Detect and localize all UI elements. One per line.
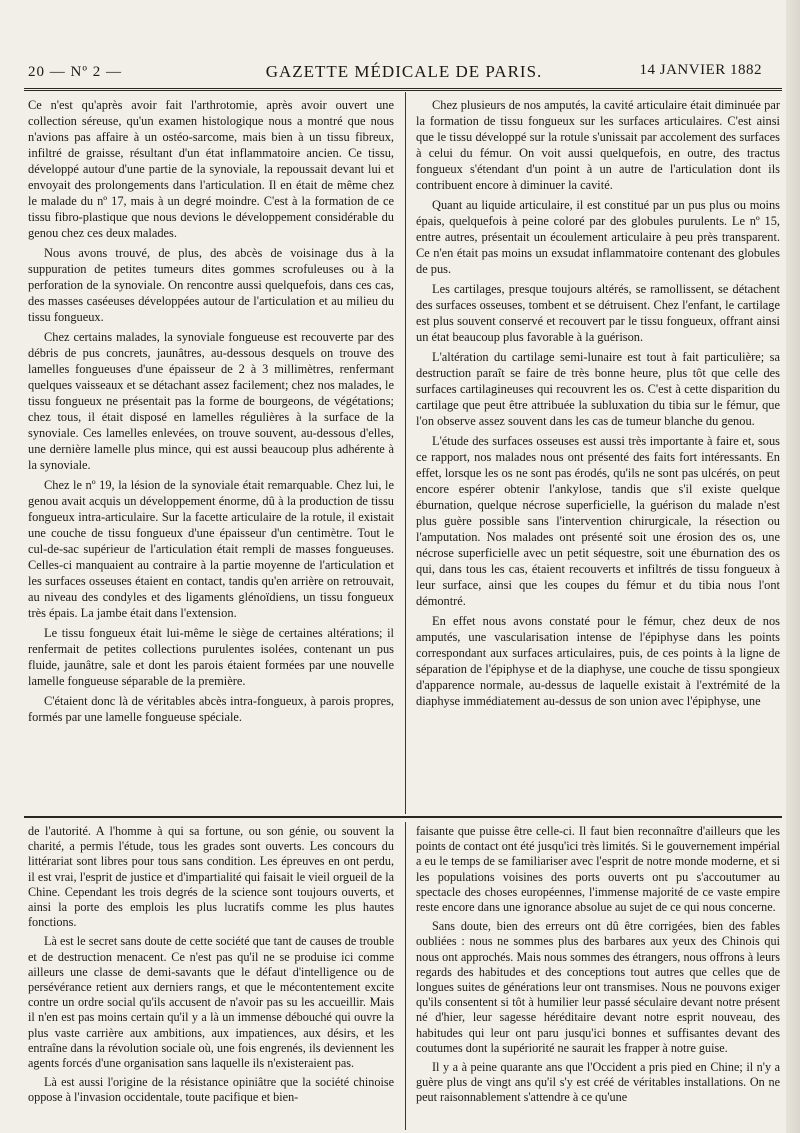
paragraph: Là est le secret sans doute de cette société que tant de causes de trouble et de destruction menacent. Ce n'est pas qu'il ne se produise ici comme ailleurs une classe de demi-savants que le défaut d'intelligence ou de persévérance retient aux derniers rangs, et que le mécontentement excite contre un ordre social qu'ils accusent de n'avoir pas su les accueillir. Mais il n'en est pas moins certain qu'il y a là un immense débouché qui ouvre la plus vaste carrière aux ambitions, aux impatiences, aux désirs, et les entraîne dans la révolution sociale où, une fois engrenés, ils deviennent les agents forcés d'une organisation sans laquelle ils n'existeraient pas. — [28, 934, 394, 1071]
column-divider — [405, 92, 406, 814]
paragraph: Il y a à peine quarante ans que l'Occident a pris pied en Chine; il n'y a guère plus de vingt ans qu'il s'y est créé de véritables installations. On ne peut raisonnablement s'attendre à ce qu'une — [416, 1060, 780, 1105]
paragraph: C'étaient donc là de véritables abcès intra-fongueux, à parois propres, formés par une lamelle fongueuse spéciale. — [28, 694, 394, 724]
paragraph: En effet nous avons constaté pour le fémur, chez deux de nos amputés, une vascularisation intense de l'épiphyse dans les points correspondant aux surfaces articulaires, puis, de ces points à la ligne de séparation de l'épiphyse et de la diaphyse, une couche de tissu spongieux d'apparence normale, au-dessus de laquelle existait à l'extrémité de la diaphyse immédiatement au-dessus de son union avec l'épiphyse, une — [416, 614, 780, 708]
paragraph: Là est aussi l'origine de la résistance opiniâtre que la société chinoise oppose à l'invasion occidentale, toute pacifique et bien- — [28, 1075, 394, 1105]
article-column-right — [416, 97, 780, 713]
paragraph: faisante que puisse être celle-ci. Il faut bien reconnaître d'ailleurs que les points de contact ont été jusqu'ici très limités. Si le gouvernement impérial a eu le temps de se familiariser avec l'esprit de notre monde moderne, et si les populations voisines des ports ouverts ont pu s'accoutumer au spectacle des choses européennes, l'immense majorité de ce vaste empire reste encore dans une ignorance absolue au sujet de ce qui nous concerne. — [416, 824, 780, 915]
paragraph: Les cartilages, presque toujours altérés, se ramollissent, se détachent des surfaces osseuses, tombent et se détruisent. Chez l'enfant, le cartilage est plus souvent conservé et recouvert par le tissu fongueux, offrant ainsi un état beaucoup plus favorable à la guérison. — [416, 282, 780, 344]
page-edge — [786, 0, 800, 1133]
paragraph: Chez le nº 19, la lésion de la synoviale était remarquable. Chez lui, le genou avait acquis un développement énorme, dû à la production de tissu fongueux intra-articulaire. Sur la facette articulaire de la rotule, il existait une couche de tissu fongueux d'une épaisseur d'un centimètre. Tout le cul-de-sac supérieur de l'articulation était rempli de masses fongueuses. Celles-ci manquaient au contraire à la partie moyenne de l'articulation et les surfaces osseuses étaient en contact, tandis qu'en arrière on retrouvait, au niveau des condyles et des ligaments glénoïdiens, un tissu fongueux très épais. La jambe était dans l'extension. — [28, 478, 394, 620]
feuilleton-column-left — [28, 824, 394, 1110]
page-number: 20 — Nº 2 — — [28, 64, 122, 80]
issue-date: 14 JANVIER 1882 — [639, 62, 762, 78]
paragraph: Ce n'est qu'après avoir fait l'arthrotomie, après avoir ouvert une collection séreuse, qu'un examen histologique nous a montré que nous n'avions pas affaire à un ostéo-sarcome, mais bien à un tissu fibreux, infiltré de graisse, résultant d'un état inflammatoire ancien. Ce tissu, développé autour d'une partie de la synoviale, la repoussait devant lui et envoyait des prolongements dans l'articulation. Il en était de même chez le malade du nº 17, mais à un degré moindre. C'est à la formation de ce tissu fibro-plastique que nous devions le développement considérable du genou chez ces deux malades. — [28, 98, 394, 240]
paragraph: L'altération du cartilage semi-lunaire est tout à fait particulière; sa destruction paraît se faire de très bonne heure, plus tôt que celle des surfaces cartilagineuses qui recouvrent les os. C'est à cette disparition du cartilage que peut être attribuée la subluxation du tibia sur le fémur, que l'on observe assez souvent dans les cas de tumeur blanche du genou. — [416, 350, 780, 428]
paragraph: Sans doute, bien des erreurs ont dû être corrigées, bien des fables oubliées : nous ne sommes plus des barbares aux yeux des Chinois qui nous ont approchés. Mais nous sommes des étrangers, nous offrons à leurs regards des habitudes et des conceptions tout autres que celles que de longues suites de générations leur ont transmises. Nous ne pouvons exiger qu'ils consentent si tôt à humilier leur passé séculaire devant notre présent né d'hier, leur sagesse héréditaire devant notre esprit nouveau, des habitudes qui leur ont paru jusqu'ici bonnes et suffisantes devant des coutumes dont la supériorité ne saurait les frapper à notre guise. — [416, 919, 780, 1055]
paragraph: de l'autorité. A l'homme à qui sa fortune, ou son génie, ou souvent la charité, a permis l'étude, tous les grades sont ouverts. Les concours du littérariat sont libres pour tous sans condition. Les épreuves en ont perdu, il est vrai, l'esprit de justice et d'impartialité qui faisait le vieil orgueil de la Chine. Cependant les trois degrés de la science sont toujours ouverts, et ainsi la porte des emplois les plus lucratifs comme les plus hautes fonctions. — [28, 824, 394, 930]
article-column-left — [28, 97, 394, 729]
column-divider — [405, 822, 406, 1130]
page-header — [28, 60, 780, 86]
feuilleton-column-right — [416, 824, 780, 1110]
paragraph: Le tissu fongueux était lui-même le siège de certaines altérations; il renfermait de petites collections purulentes isolées, contenant un pus fluide, jaunâtre, sale et dont les parois étaient formées par une nouvelle lamelle fongueuse séparable de la première. — [28, 626, 394, 688]
paragraph: Chez plusieurs de nos amputés, la cavité articulaire était diminuée par la formation de tissu fongueux sur les surfaces articulaires. C'est ainsi que le tissu développé sur la rotule s'unissait par accolement des surfaces à celui du fémur. On voit aussi quelquefois, en outre, des tractus fongueux s'étendant d'un point à un autre de l'articulation dont ils contribuent encore à diminuer la cavité. — [416, 98, 780, 192]
paragraph: Quant au liquide articulaire, il est constitué par un pus plus ou moins épais, quelquefois à peine coloré par des globules purulents. Le nº 15, entre autres, présentait un écoulement articulaire à peu près transparent. Ce n'en était pas moins un exsudat inflammatoire contenant des globules de pus. — [416, 198, 780, 276]
paragraph: L'étude des surfaces osseuses est aussi très importante à faire et, sous ce rapport, nos malades nous ont présenté des faits fort intéressants. En effet, lorsque les os ne sont pas érodés, qu'ils ne sont pas ulcérés, on peut encore espérer obtenir l'ankylose, tandis que s'il existe quelque éburnation, quelque nécrose superficielle, la guérison du malade n'est plus guère possible sans l'intervention chirurgicale, la résection ou l'amputation. Nos malades ont présenté soit une érosion des os, une nécrose superficielle avec un petit séquestre, soit une éburnation des os qui, dans tous les cas, étaient recouverts et infiltrés de tissu fongueux à leur surface, ainsi que les coupes du fémur et du tibia nous l'ont démontré. — [416, 434, 780, 608]
header-rule — [24, 88, 782, 91]
paragraph: Nous avons trouvé, de plus, des abcès de voisinage dus à la suppuration de petites tumeurs dites gommes scrofuleuses ou à la perforation de la synoviale. On rencontre aussi quelquefois, dans ces cas, des masses caséeuses développées autour de l'articulation et au milieu du tissu fongueux. — [28, 246, 394, 324]
feuilleton-rule — [24, 816, 782, 818]
journal-title: GAZETTE MÉDICALE DE PARIS. — [265, 62, 543, 81]
paragraph: Chez certains malades, la synoviale fongueuse est recouverte par des débris de pus concrets, jaunâtres, au-dessous desquels on trouve des lamelles fongueuses d'une épaisseur de 2 à 3 millimètres, renfermant quelques vaisseaux et se détachant assez facilement; chez nos malades, le tissu fongueux ne présentait pas la forme de bourgeons, de végétations; chez tous, il était disposé en lamelles régulières à la surface de la synoviale. Ces lamelles enlevées, on trouve souvent, au-dessous d'elles, une dernière lamelle plus mince, qui est aussi beaucoup plus adhérente à la synoviale. — [28, 330, 394, 472]
